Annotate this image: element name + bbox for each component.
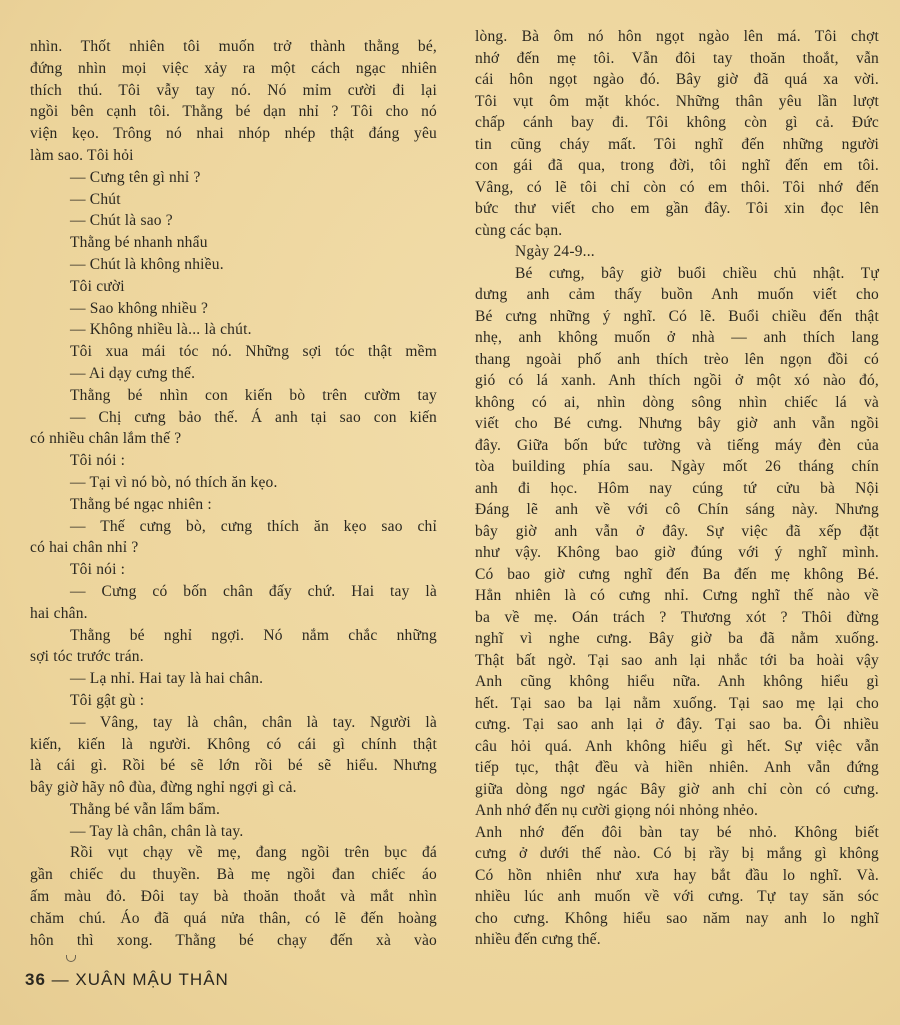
- text-line: Anh nhớ đến đôi bàn tay bé nhỏ. Không biết: [475, 823, 879, 841]
- text-line: — Cưng tên gì nhỉ ?: [70, 168, 201, 186]
- text-line: Vâng, có lẽ tôi chỉ còn có em thôi. Tôi nhớ đến: [475, 178, 879, 196]
- text-line: Tôi cười: [70, 277, 125, 295]
- page-number: 36: [25, 970, 46, 989]
- text-line: kiến, kiến là người. Không có cái gì chính thật: [30, 735, 437, 753]
- text-line: Thằng bé ngạc nhiên :: [70, 495, 212, 513]
- text-line: nhẹ, anh không muốn ở nhà — anh thích lang: [475, 329, 879, 346]
- text-line: Hẳn nhiên là có cưng nhỉ. Cưng nghĩ thế nào về: [475, 587, 879, 604]
- text-line: gần chiếc du thuyền. Bà mẹ ngồi đan chiếc áo: [30, 866, 437, 884]
- text-line: chăm chú. Áo đã quá nửa thân, có lẽ đến hoàng: [30, 909, 437, 927]
- text-line: thích thú. Tôi vẫy tay nó. Nó mỉm cười đi lại: [30, 81, 437, 99]
- text-line: gió có lá xanh. Anh thích ngồi ở một xó nào đó,: [475, 372, 879, 389]
- text-line: — Không nhiều là... là chút.: [70, 321, 252, 339]
- text-line: tòa building phía sau. Ngày mốt 26 tháng chín: [475, 458, 879, 475]
- text-line: có hai chân nhỉ ?: [30, 539, 139, 557]
- text-line: Thằng bé nghỉ ngợi. Nó nắm chắc những: [70, 626, 437, 644]
- text-line: chấp cánh bay đi. Tôi không còn gì cả. Đức: [475, 114, 879, 131]
- text-line: — Lạ nhỉ. Hai tay là hai chân.: [70, 670, 264, 688]
- text-line: cho cưng. Không hiểu sao năm nay anh lo nghĩ: [475, 909, 879, 927]
- text-line: bây giờ hãy nô đùa, đừng nghỉ ngợi gì cả.: [30, 779, 297, 797]
- text-line: — Cưng có bốn chân đấy chứ. Hai tay là: [70, 582, 437, 600]
- text-line: tiếp tục, thật đều và hiền nhiên. Anh vẫn đứng: [475, 759, 879, 776]
- text-line: hết. Tại sao ba lại nằm xuống. Tại sao mẹ lại cho: [475, 694, 879, 712]
- text-line: Tôi nói :: [70, 561, 126, 579]
- text-line: — Chị cưng bảo thế. Á anh tại sao con kiến: [70, 408, 437, 426]
- text-line: nhiều đến cưng thế.: [475, 931, 601, 948]
- text-line: Rồi vụt chạy về mẹ, đang ngồi trên bục đá: [70, 844, 437, 862]
- text-line: cái hôn ngọt ngào đó. Bây giờ đã quá xa vời.: [475, 71, 879, 88]
- text-line: cùng các bạn.: [475, 221, 563, 239]
- text-line: Bé cưng, bây giờ buổi chiều chủ nhật. Tự: [515, 264, 879, 282]
- text-line: con gái đã qua, trong đời, tôi nghĩ đến em tôi.: [475, 157, 879, 174]
- text-line: Có hồn nhiên như xưa hay bắt đầu lo nghĩ. Và.: [475, 866, 879, 884]
- text-line: hai chân.: [30, 604, 88, 622]
- text-line: — Vâng, tay là chân, chân là tay. Người là: [70, 713, 437, 731]
- text-line: giữa dòng ngơ ngác Bây giờ anh chỉ còn có cưng.: [475, 780, 879, 798]
- text-line: viện kẹo. Trông nó nhai nhóp nhép thật đáng yêu: [30, 125, 437, 143]
- text-line: thang ngoài phố anh thích trèo lên ngọn đồi có: [475, 350, 879, 368]
- text-line: Anh cũng không hiểu nữa. Anh không hiểu gì: [475, 673, 879, 690]
- footer-separator: —: [51, 970, 70, 989]
- text-line: ba về mẹ. Oán trách ? Thương xót ? Thôi đừng: [475, 608, 879, 626]
- text-line: lòng. Bà ôm nó hôn ngọt ngào lên má. Tôi chợt: [475, 28, 879, 45]
- page-footer: [25, 970, 229, 990]
- text-line: Anh nhớ đến nụ cười giọng nói nhỏng nhẻo.: [475, 802, 759, 819]
- text-line: ngồi bên cạnh tôi. Thằng bé dạn nhỉ ? Tôi cho nó: [30, 103, 437, 121]
- left-text-column: [30, 36, 437, 951]
- text-line: đây. Giữa bốn bức tường và tiếng máy đèn của: [475, 436, 879, 454]
- text-line: nhớ đến mẹ tôi. Vẫn đôi tay thoăn thoắt, vẫn: [475, 49, 879, 67]
- text-line: Tôi vụt ôm mặt khóc. Những thân yêu lần lượt: [475, 92, 879, 110]
- text-line: — Tại vì nó bò, nó thích ăn kẹo.: [70, 473, 278, 491]
- text-line: Tôi nói :: [70, 452, 126, 470]
- text-line: — Ai dạy cưng thế.: [70, 364, 196, 382]
- text-line: — Chút là sao ?: [70, 212, 173, 230]
- text-line: Thằng bé vẫn lẩm bẩm.: [70, 800, 221, 818]
- text-line: không có ai, nhìn dòng sông nhìn chiếc lá và: [475, 393, 879, 411]
- text-line: Ngày 24-9...: [515, 243, 595, 260]
- text-line: Tôi gật gù :: [70, 691, 145, 709]
- text-line: cưng. Tại sao anh lại ở đây. Tại sao ba. Ôi nhiều: [475, 716, 879, 733]
- text-line: đứng nhìn mọi việc xảy ra một cách ngạc nhiên: [30, 59, 437, 77]
- text-line: như vậy. Không bao giờ đúng với ý nghĩ mình.: [475, 544, 879, 561]
- text-line: ấm màu đỏ. Đôi tay bà thoăn thoắt và mắt nhìn: [30, 888, 437, 906]
- publication-title: XUÂN MẬU THÂN: [75, 970, 229, 989]
- text-line: Thằng bé nhìn con kiến bò trên cườm tay: [70, 386, 437, 404]
- text-line: — Thế cưng bò, cưng thích ăn kẹo sao chỉ: [70, 517, 437, 535]
- text-line: Có bao giờ cưng nghĩ đến Ba đến mẹ không Bé.: [475, 565, 879, 583]
- text-line: viết cho Bé cưng. Nhưng bây giờ anh vẫn ngồi: [475, 415, 879, 432]
- text-line: hôn thì xong. Thằng bé chạy đến xà vào: [30, 931, 437, 949]
- text-line: Tôi xua mái tóc nó. Những sợi tóc thật mềm: [70, 343, 437, 361]
- text-line: Thật bất ngờ. Tại sao anh lại nhắc tới ba hoài vậy: [475, 651, 879, 669]
- ink-mark: [66, 955, 76, 962]
- text-line: bây giờ anh vẫn ở đây. Sự việc đã xếp đặt: [475, 522, 879, 540]
- text-line: Bé cưng những ý nghĩ. Có lẽ. Buổi chiều đến thật: [475, 307, 879, 325]
- text-line: tin cũng cháy mất. Tôi nghĩ đến những người: [475, 135, 879, 153]
- text-line: là cái gì. Rồi bé sẽ lớn rồi bé sẽ hiểu. Nhưng: [30, 757, 437, 775]
- text-line: có nhiều chân lắm thế ?: [30, 430, 182, 448]
- text-line: Thằng bé nhanh nhẩu: [70, 234, 208, 252]
- right-text-column: [475, 26, 879, 951]
- text-line: — Tay là chân, chân là tay.: [70, 822, 244, 840]
- text-line: bức thư viết cho em gần đây. Tôi xin đọc lên: [475, 200, 879, 217]
- text-line: câu hỏi quá. Anh không hiểu gì hết. Sự việc vẫn: [475, 737, 879, 755]
- text-line: Đáng lẽ anh về với cô Chín sáng này. Nhưng: [475, 501, 879, 518]
- text-line: làm sao. Tôi hỏi: [30, 146, 134, 164]
- text-line: — Chút là không nhiều.: [70, 255, 224, 273]
- text-line: nhìn. Thốt nhiên tôi muốn trở thành thằng bé,: [30, 38, 437, 55]
- text-line: anh đi học. Hôm nay cúng tứ cửu bà Nội: [475, 479, 879, 497]
- text-line: cưng ở dưới thế nào. Có bị rầy bị mắng gì không: [475, 845, 879, 862]
- text-line: dưng anh cảm thấy buồn Anh muốn viết cho: [475, 286, 879, 303]
- text-line: nhiều lúc anh muốn về với cưng. Tự tay săn sóc: [475, 888, 879, 905]
- text-line: nghĩ vì nghe cưng. Bây giờ ba đã nằm xuống.: [475, 630, 879, 647]
- text-line: — Chút: [70, 190, 121, 208]
- text-line: sợi tóc trước trán.: [30, 648, 144, 666]
- text-line: — Sao không nhiều ?: [70, 299, 209, 317]
